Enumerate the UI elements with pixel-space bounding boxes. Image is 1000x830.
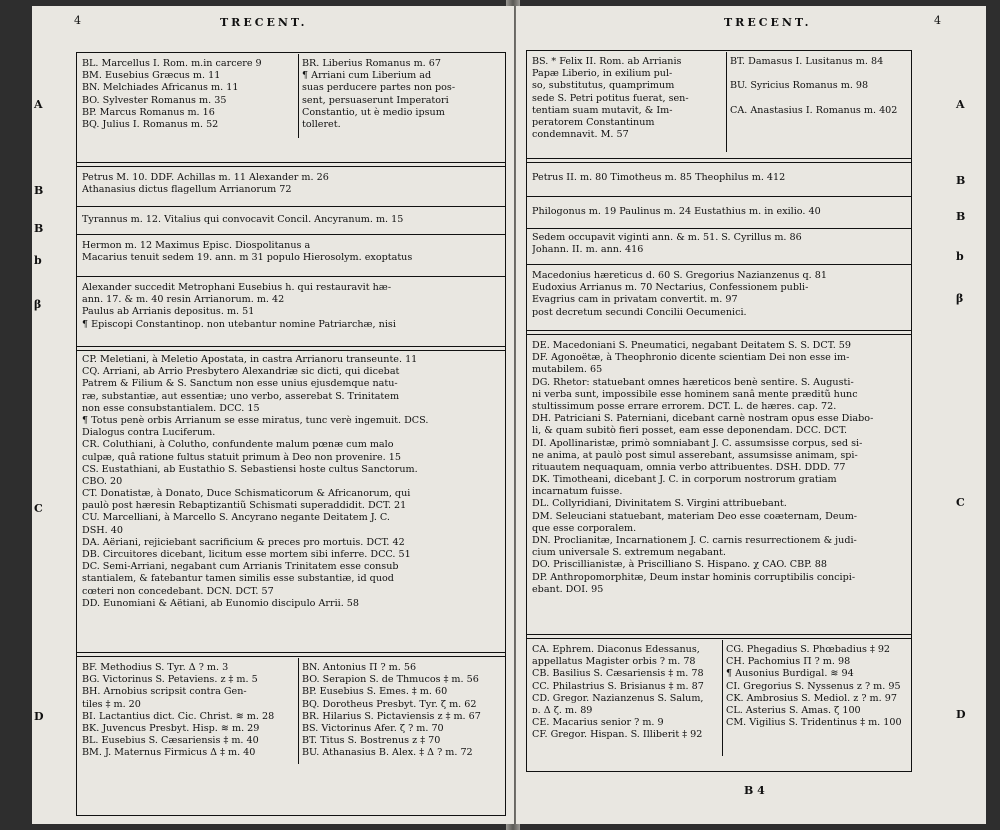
right-block-d-writers-a: CA. Ephrem. Diaconus Edessanus, appellatus Magister orbis ? m. 78 CB. Basilius S. Cæsariensis ‡ m. 78 CC. Philastrius S. Brisianus ‡ m. 87 CD. Gregor. Nazianzenus S. Salum, ᴅ. Δ ζ. m. 89 CE. Macarius senior ? m. 9 CF. Gregor. Hispan. S. Illiberit ‡ 92: [532, 644, 704, 741]
right-block-c-heresies: DE. Macedoniani S. Pneumatici, negabant Deitatem S. S. DCT. 59 DF. Agonoëtæ, à Theophronio dicente scientiam Dei non esse im- mutabilem. 65 DG. Rhetor: statuebant omnes hæreticos benè sentire. S. Augusti- ni verba sunt, impossibile esse hominem sanâ mente præditũ hunc stultissimum posse errare errorem. DCT. L. de hæres. cap. 72. DH. Patriciani S. Paterniani, dicebant carnè nostram opus esse Diabo- li, & quam subitò fieri posset, eam esse deponendam. DCC. DCT. DI. Apollinaristæ, primò somniabant J. C. assumsisse corpus, sed si- ne anima, at paulò post simul asserebant, assumsisse animam, spi- rituautem nequaquam, omnia verbo attribuentes. DSH. DDD. 77 DK. Timotheani, dicebant J. C. in corporum nostrorum gratiam incarnatum fuisse. DL. Collyridiani, Divinitatem S. Virgini attribuebant. DM. Seleuciani statuebant, materiam Deo esse coæternam, Deum- que esse corporalem. DN. Proclianitæ, Incarnationem J. C. carnis resurrectionem & judi- cium universale S. extremum negabant. DO. Priscillianistæ, à Priscilliano S. Hispano. χ CAO. CBP. 88 DP. Anthropomorphitæ, Deum instar hominis corruptibilis concipi- ebant. DOI. 95: [532, 340, 874, 595]
right-margin-letter-b-lower: b: [956, 250, 964, 263]
right-block-jerusalem: Sedem occupavit viginti ann. & m. 51. S. Cyrillus m. 86 Johann. II. m. ann. 416: [532, 232, 802, 256]
right-rule-6b: [526, 638, 912, 639]
right-a-divider: [726, 52, 727, 152]
left-rule-5: [76, 346, 506, 347]
right-rule-6: [526, 634, 912, 635]
right-rule-5: [526, 330, 912, 331]
right-block-b-antioch: Philogonus m. 19 Paulinus m. 24 Eustathius m. in exilio. 40: [532, 206, 821, 217]
right-rule-1b: [526, 162, 912, 163]
right-d-divider: [722, 640, 723, 756]
right-margin-letter-c: C: [956, 496, 965, 509]
right-margin-letter-b1: B: [956, 174, 966, 187]
left-page: [32, 6, 514, 824]
left-margin-letter-a: A: [34, 98, 43, 111]
right-rule-4: [526, 264, 912, 265]
left-d-divider: [298, 658, 299, 764]
left-margin-letter-b2: B: [34, 222, 44, 235]
right-page-number: 4: [934, 14, 941, 27]
left-block-constantinople: Alexander succedit Metrophani Eusebius h. qui restauravit hæ- ann. 17. & m. 40 resin Arrianorum. m. 42 Paulus ab Arrianis depositus. m. 51 ¶ Episcopi Constantinop. non utebantur nomine Patriarchæ, nisi: [82, 282, 396, 330]
left-page-number: 4: [74, 14, 81, 27]
left-rule-3: [76, 234, 506, 235]
left-margin-letter-c: C: [34, 502, 43, 515]
right-block-a-popes: BT. Damasus I. Lusitanus m. 84 BU. Syricius Romanus m. 98 CA. Anastasius I. Romanus m. 402: [730, 56, 898, 116]
left-rule-6: [76, 652, 506, 653]
left-block-jerusalem: Hermon m. 12 Maximus Episc. Diospolitanus a Macarius tenuit sedem 19. ann. m 31 populo Hierosolym. exoptatus: [82, 240, 413, 264]
left-block-d-writers-b: BN. Antonius Π ? m. 56 BO. Serapion S. de Thmucos ‡ m. 56 BP. Eusebius S. Emes. ‡ m. 60 BQ. Dorotheus Presbyt. Tyr. ζ m. 62 BR. Hilarius S. Pictaviensis z ‡ m. 67 BS. Victorinus Afer. ζ ? m. 70 BT. Titus S. Bostrenus z ‡ 70 BU. Athanasius B. Alex. ‡ Δ ? m. 72: [302, 662, 481, 759]
right-rule-5b: [526, 334, 912, 335]
left-margin-letter-beta: β: [34, 298, 42, 311]
left-block-a-popes: BL. Marcellus I. Rom. m.in carcere 9 BM. Eusebius Græcus m. 11 BN. Melchiades Africanus m. 11 BO. Sylvester Romanus m. 35 BP. Marcus Romanus m. 16 BQ. Julius I. Romanus m. 52: [82, 58, 262, 130]
right-margin-letter-beta: β: [956, 292, 964, 305]
right-block-constantinople: Macedonius hæreticus d. 60 S. Gregorius Nazianzenus q. 81 Eudoxius Arrianus m. 70 Nectarius, Confessionem publi- Evagrius cam in privatam convertit. m. 97 post decretum secundi Concilii Oecumenici.: [532, 270, 827, 318]
left-block-c-heresies: CP. Meletiani, à Meletio Apostata, in castra Arrianoru transeunte. 11 CQ. Arriani, ab Arrio Presbytero Alexandriæ sic dicti, qui dicebat Patrem & Filium & S. Sanctum non esse unius ejusdemque natu- ræ, substantiæ, aut essentiæ; uno verbo, asserebat S. Trinitatem non esse consubstantialem. DCC. 15 ¶ Totus penè orbis Arrianum se esse miratus, tunc verè ingemuit. DCS. Dialogus contra Luciferum. CR. Coluthiani, à Colutho, confundente malum pœnæ cum malo culpæ, quâ ratione fultus statuit primum à Deo non provenire. 15 CS. Eustathiani, ab Eustathio S. Sebastiensi hoste cultus Sanctorum. CBO. 20 CT. Donatistæ, à Donato, Duce Schismaticorum & Africanorum, qui paulò post hæresin Rebaptizantiũ Schismati superaddidit. DCT. 21 CU. Marcelliani, à Marcello S. Ancyrano negante Deitatem J. C. DSH. 40 DA. Aëriani, rejiciebant sacrificium & preces pro mortuis. DCT. 42 DB. Circuitores dicebant, licitum esse mortem sibi inferre. DCC. 51 DC. Semi-Arriani, negabant cum Arrianis Trinitatem esse consub stantialem, & fatebantur tamen similis esse substantiæ, id quod cœteri non concedebant. DCN. DCT. 57 DD. Eunomiani & Aëtiani, ab Eunomio discipulo Arrii. 58: [82, 354, 429, 609]
left-rule-6b: [76, 656, 506, 657]
left-margin-letter-b1: B: [34, 184, 44, 197]
left-margin-letter-d: D: [34, 710, 44, 723]
right-margin-letter-d: D: [956, 708, 966, 721]
right-margin-letter-b2: B: [956, 210, 966, 223]
signature-mark: B 4: [744, 784, 765, 797]
left-block-d-writers-a: BF. Methodius S. Tyr. Δ ? m. 3 BG. Victorinus S. Petaviens. z ‡ m. 5 BH. Arnobius scripsit contra Gen- tiles ‡ m. 20 BI. Lactantius dict. Cic. Christ. ≋ m. 28 BK. Juvencus Presbyt. Hisp. ≋ m. 29 BL. Eusebius S. Cæsariensis ‡ m. 40 BM. J. Maternus Firmicus Δ ‡ m. 40: [82, 662, 275, 759]
left-block-b-antioch: Tyrannus m. 12. Vitalius qui convocavit Concil. Ancyranum. m. 15: [82, 214, 404, 225]
right-running-head: TRECENT.: [724, 16, 812, 29]
left-rule-4: [76, 276, 506, 277]
right-page: [516, 6, 986, 824]
left-block-a-liberius: BR. Liberius Romanus m. 67 ¶ Arriani cum Liberium ad suas perducere partes non pos- sent, persuaserunt Imperatori Constantio, ut è medio ipsum tolleret.: [302, 58, 456, 130]
right-margin-letter-a: A: [956, 98, 965, 111]
left-a-divider: [298, 54, 299, 138]
right-block-b-alexandria: Petrus II. m. 80 Timotheus m. 85 Theophilus m. 412: [532, 172, 786, 183]
left-rule-5b: [76, 350, 506, 351]
left-rule-2: [76, 206, 506, 207]
right-block-a-felix: BS. * Felix II. Rom. ab Arrianis Papæ Liberio, in exilium pul- so, substitutus, quamprimum sede S. Petri potitus fuerat, sen- tentiam suam mutavit, & Im- peratorem Constantinum condemnavit. M. 57: [532, 56, 689, 141]
right-rule-3: [526, 228, 912, 229]
left-rule-1b: [76, 166, 506, 167]
left-rule-1: [76, 162, 506, 163]
right-block-d-writers-b: CG. Phegadius S. Phœbadius ‡ 92 CH. Pachomius Π ? m. 98 ¶ Ausonius Burdigal. ≋ 94 CI. Gregorius S. Nyssenus z ? m. 95 CK. Ambrosius S. Mediol. z ? m. 97 CL. Asterius S. Amas. ζ 100 CM. Vigilius S. Tridentinus ‡ m. 100: [726, 644, 902, 729]
left-running-head: TRECENT.: [220, 16, 308, 29]
right-rule-2: [526, 196, 912, 197]
left-block-b-alexandria: Petrus M. 10. DDF. Achillas m. 11 Alexander m. 26 Athanasius dictus flagellum Arrianorum 72: [82, 172, 329, 196]
right-rule-1: [526, 158, 912, 159]
left-margin-letter-b-lower: b: [34, 254, 42, 267]
